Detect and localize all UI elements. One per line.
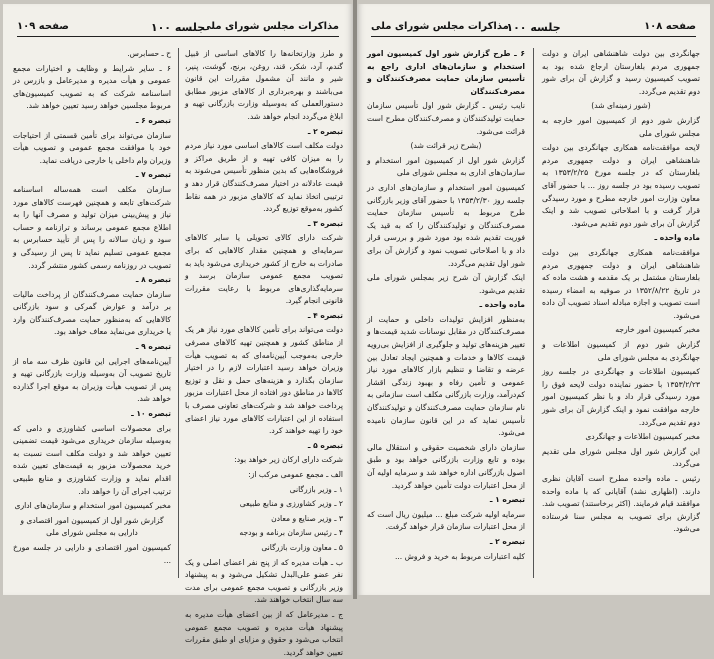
section-heading: تبصره ۶ ـ	[135, 115, 171, 125]
section-heading: تبصره ۸ ـ	[135, 275, 171, 285]
paragraph: این گزارش شور اول مجلس شورای ملی تقدیم می‌گردد.	[542, 446, 700, 469]
paragraph: جهانگردی بین دولت شاهنشاهی ایران و دولت جمهوری مردم بلغارستان ارجاع شده بود به تصویب کمیسیون رسید و گزارش آن برای شور دوم تقدیم می‌گردد.	[542, 49, 700, 96]
paragraph: سازمان می‌تواند برای تأمین قسمتی از احتیاجات خود با موافقت مجمع عمومی و تصویب هیأت وزیران وام داخلی یا خارجی دریافت نماید.	[13, 130, 171, 165]
right-page-right-column	[542, 48, 700, 588]
paragraph: گزارش شور اول از کمیسیون امور استخدام و سازمان‌های اداری به مجلس شورای ملی	[367, 155, 525, 178]
right-page	[357, 4, 710, 595]
left-page-session: جلسه ۱۰۰	[150, 21, 206, 34]
section-heading: تبصره ۳ ـ	[307, 218, 343, 228]
paragraph: ح ـ حسابرس.	[127, 49, 171, 58]
column-divider	[533, 48, 534, 578]
paragraph: به‌منظور افزایش تولیدات داخلی و حمایت از مصرف‌کنندگان در مقابل نوسانات شدید قیمت‌ها و تغییر هزینه‌های تولید و جلوگیری از افزایش بی‌رویه قیمت کالاها و خدمات و همچنین ایجاد تعادل بین عرضه و تقاضا و تنظیم بازار کالاهای مورد نیاز عمومی و تأمین رفاه و بهبود زندگی اقشار کم‌درآمد، وزارت بازرگانی مکلف است سازمانی به نام سازمان حمایت مصرف‌کنندگان و تولیدکنندگان تأسیس نماید که در این قانون سازمان نامیده می‌شود.	[367, 314, 525, 438]
section-heading: تبصره ۱۰ ـ	[131, 409, 171, 419]
right-page-session: جلسه ۱۰۰	[506, 21, 561, 34]
paragraph: (بشرح زیر قرائت شد)	[410, 141, 482, 151]
paragraph: برای محصولات اساسی کشاورزی و دامی که به‌وسیله سازمان خریداری می‌شود قیمت تضمینی تعیین خواهد شد و دولت مکلف است نسبت به خرید محصولات مزبور به قیمت‌های تعیین شده اقدام نماید و وزارت کشاورزی و منابع طبیعی ترتیب اجرای آن را خواهد داد.	[13, 423, 171, 496]
paragraph: رئیس ـ ماده واحده مطرح است آقایان نظری دارند. (اظهاری نشد) آقایانی که با ماده واحده موافقند قیام فرمایند. (اکثر برخاستند) تصویب شد. گزارش برای تصویب به مجلس سنا فرستاده می‌شود.	[542, 474, 700, 534]
paragraph: الف ـ مجمع عمومی مرکب از:	[248, 470, 343, 479]
paragraph: ۴ ـ رئیس سازمان برنامه و بودجه	[239, 528, 343, 538]
paragraph: ۶ ـ سایر شرایط و وظایف و اختیارات مجمع عمومی و هیأت مدیره و مدیرعامل و بازرس در اساسنامه شرکت که به تصویب کمیسیون‌های مربوط مجلسین خواهد رسید تعیین خواهد شد.	[13, 63, 171, 111]
paragraph: دولت مکلف است کالاهای اساسی مورد نیاز مردم را به میزان کافی تهیه و از طریق مراکز و فروشگاه‌هایی که بدین منظور تأسیس می‌شوند به قیمت عادلانه در اختیار مصرف‌کنندگان قرار دهد و ترتیبی اتخاذ نماید که کالاهای مزبور در همه نقاط کشور به‌موقع توزیع گردد.	[185, 141, 343, 214]
right-page-header	[371, 20, 696, 37]
paragraph: ج ـ مدیرعامل که از بین اعضای هیأت مدیره به پیشنهاد هیأت مدیره و تصویب مجمع عمومی انتخاب می‌شود و حقوق و مزایای او طبق مقررات تعیین خواهد گردید.	[185, 609, 343, 657]
paragraph: کلیه اعتبارات مربوط به خرید و فروش ...	[394, 551, 525, 561]
section-heading: تبصره ۴ ـ	[307, 310, 343, 320]
section-heading: ماده واحده ـ	[654, 233, 700, 243]
paragraph: کمیسیون امور استخدام و سازمان‌های اداری در جلسه روز ۱۳۵۳/۲/۳۰ با حضور آقای وزیر بازرگانی طرح مربوط به تأسیس سازمان حمایت مصرف‌کنندگان و تولیدکنندگان را که به قید یک فوریت تقدیم شده بود مورد شور و بررسی قرار داد و با اصلاحاتی تصویب نمود و گزارش آن برای شور اول تقدیم می‌گردد.	[367, 182, 525, 268]
paragraph: سازمان دارای شخصیت حقوقی و استقلال مالی بوده و تابع وزارت بازرگانی خواهد بود و طبق اصول بازرگانی اداره خواهد شد و سرمایه اولیه آن از محل اعتبارات دولت تأمین خواهد گردید.	[367, 442, 525, 490]
paragraph: ۱ ـ وزیر بازرگانی	[289, 484, 343, 494]
paragraph: سرمایه اولیه شرکت مبلغ ... میلیون ریال است که از محل اعتبارات سازمان قرار خواهد گرفت.	[367, 509, 525, 532]
paragraph: و طرز وزارتخانه‌ها را کالاهای اساسی از قبیل گندم، آرد، شکر، قند، روغن، برنج، گوشت، پنیر، شیر و مانند آن مشمول مقررات این قانون می‌باشند و بهره‌برداری از کالاهای مزبور مطابق دستورالعملی که به‌وسیله وزارت بازرگانی تهیه و ابلاغ می‌گردد انجام خواهد شد.	[185, 49, 343, 121]
paragraph: سازمان حمایت مصرف‌کنندگان از پرداخت مالیات بر درآمد و عوارض گمرکی و سود بازرگانی کالاهایی که به‌منظور حمایت مصرف‌کنندگان وارد یا خریداری می‌نماید معاف خواهد بود.	[13, 289, 171, 337]
paragraph: آیین‌نامه‌های اجرایی این قانون ظرف سه ماه از تاریخ تصویب آن به‌وسیله وزارت بازرگانی تهیه و پس از تصویب هیأت وزیران به موقع اجرا گذارده خواهد شد.	[13, 356, 171, 404]
right-page-title: مذاکرات مجلس شورای ملی	[371, 21, 509, 32]
paragraph: مخبر کمیسیون امور استخدام و سازمان‌های اداری	[14, 501, 171, 511]
section-heading: تبصره ۱ ـ	[489, 495, 525, 505]
section-heading: تبصره ۵ ـ	[307, 440, 343, 450]
paragraph: گزارش شور دوم از کمیسیون امور خارجه به مجلس شورای ملی	[542, 115, 700, 138]
section-heading: ۶ ـ طرح گزارش شور اول کمیسیون امور استخدام و سازمان‌های اداری راجع به تأسیس سازمان حمایت مصرف‌کنندگان و مصرف‌کنندگان	[367, 49, 525, 96]
left-page-title: مذاکرات مجلس شورای ملی	[201, 21, 339, 32]
section-heading: تبصره ۷ ـ	[135, 170, 171, 180]
paragraph: شرکت دارای ارکان زیر خواهد بود:	[234, 455, 343, 465]
section-heading: ماده واحده ـ	[479, 300, 525, 310]
left-page-number: صفحه ۱۰۹	[17, 21, 69, 32]
right-page-number: صفحه ۱۰۸	[644, 21, 696, 32]
paragraph: موافقت‌نامه همکاری جهانگردی بین دولت شاهنشاهی ایران و دولت جمهوری مردم بلغارستان مشتمل بر یک مقدمه و هشت ماده که در تاریخ ۱۳۵۲/۸/۲۲ در صوفیه به امضاء رسیده است تصویب و اجازه مبادله اسناد تصویب آن داده می‌شود.	[542, 247, 700, 320]
paragraph: مخبر کمیسیون اطلاعات و جهانگردی	[585, 432, 700, 442]
paragraph: دولت می‌تواند برای تأمین کالاهای مورد نیاز هر یک از مناطق کشور و همچنین تهیه کالاهای مصرفی خارجی به‌موجب آیین‌نامه‌ای که به تصویب هیأت وزیران خواهد رسید اعتبارات لازم را در اختیار سازمان بگذارد و هزینه‌های حمل و نقل و توزیع کالاها در مناطق دور افتاده از محل اعتبارات مزبور پرداخت خواهد شد و شرکت‌های تعاونی مصرف با استفاده از این اعتبارات کالاهای مورد نیاز اعضای خود را تهیه خواهند کرد.	[185, 325, 343, 436]
paragraph: گزارش شور دوم از کمیسیون اطلاعات و جهانگردی به مجلس شورای ملی	[542, 340, 700, 362]
paragraph: گزارش شور اول از کمیسیون امور اقتصادی و دارایی به مجلس شورای ملی	[20, 515, 164, 538]
left-page-right-column	[185, 48, 343, 657]
paragraph: ۲ ـ وزیر کشاورزی و منابع طبیعی	[239, 499, 343, 509]
paragraph: نایب رئیس ـ گزارش شور اول تأسیس سازمان حمایت تولیدکنندگان و مصرف‌کنندگان مطرح است قرائت می‌شود.	[367, 101, 525, 136]
paragraph: کمیسیون اطلاعات و جهانگردی در جلسه روز ۱۳۵۳/۲/۲۳ با حضور نماینده دولت لایحه فوق را مورد رسیدگی قرار داد و با نظر کمیسیون امور خارجه موافقت نمود و اینک گزارش آن برای شور دوم تقدیم می‌گردد.	[542, 367, 700, 427]
paragraph: شرکت دارای کالای تحویلی یا سایر کالاهای سرمایه‌ای و همچنین مقدار کالاهایی که برای صادرات به خارج از کشور خریداری می‌شود باید به تصویب مجمع عمومی سازمان برسد و سرمایه‌گذاری‌های مربوط با رعایت مقررات قانونی انجام گیرد.	[185, 233, 343, 306]
paragraph: لایحه موافقت‌نامه همکاری جهانگردی بین دولت شاهنشاهی ایران و دولت جمهوری مردم بلغارستان که در جلسه مورخ ۱۳۵۳/۲/۲۵ به تصویب رسیده بود در جلسه روز ... با حضور آقای معاون وزارت امور خارجه مطرح و مورد رسیدگی قرار گرفت و با اصلاحاتی تصویب شد و اینک گزارش آن برای شور دوم تقدیم می‌شود.	[542, 143, 700, 228]
paragraph: سازمان مکلف است همه‌ساله اساسنامه شرکت‌های تابعه و همچنین فهرست کالاهای مورد نیاز و پیش‌بینی میزان تولید و مصرف آنها را به اطلاع مجمع عمومی برساند و ترازنامه و حساب سود و زیان سالانه را پس از تأیید حسابرس به مجمع عمومی تسلیم نماید تا پس از رسیدگی و تصویب در روزنامه رسمی کشور منتشر گردد.	[13, 184, 171, 270]
paragraph: ۵ ـ معاون وزارت بازرگانی	[261, 542, 343, 552]
left-page	[3, 4, 353, 657]
left-page-left-column	[13, 48, 171, 588]
paragraph: کمیسیون امور اقتصادی و دارایی در جلسه مورخ ...	[13, 542, 171, 565]
paragraph: ۳ ـ وزیر صنایع و معادن	[271, 513, 343, 523]
column-divider	[178, 48, 179, 578]
section-heading: تبصره ۲ ـ	[307, 126, 343, 136]
paragraph: (شور زمینه‌ای شد)	[591, 101, 651, 111]
section-heading: تبصره ۹ ـ	[135, 342, 171, 352]
paragraph: مخبر کمیسیون امور خارجه	[615, 325, 700, 335]
right-page-left-column	[367, 48, 525, 588]
paragraph: ب ـ هیأت مدیره که از پنج نفر اعضای اصلی و یک نفر عضو علی‌البدل تشکیل می‌شود و به پیشنهاد وزیر بازرگانی و تصویب مجمع عمومی برای مدت سه سال انتخاب خواهند شد.	[185, 557, 343, 605]
left-page-header	[17, 20, 339, 37]
section-heading: تبصره ۲ ـ	[489, 536, 525, 546]
paragraph: اینک گزارش آن شرح زیر بمجلس شورای ملی تقدیم می‌شود.	[367, 273, 525, 295]
